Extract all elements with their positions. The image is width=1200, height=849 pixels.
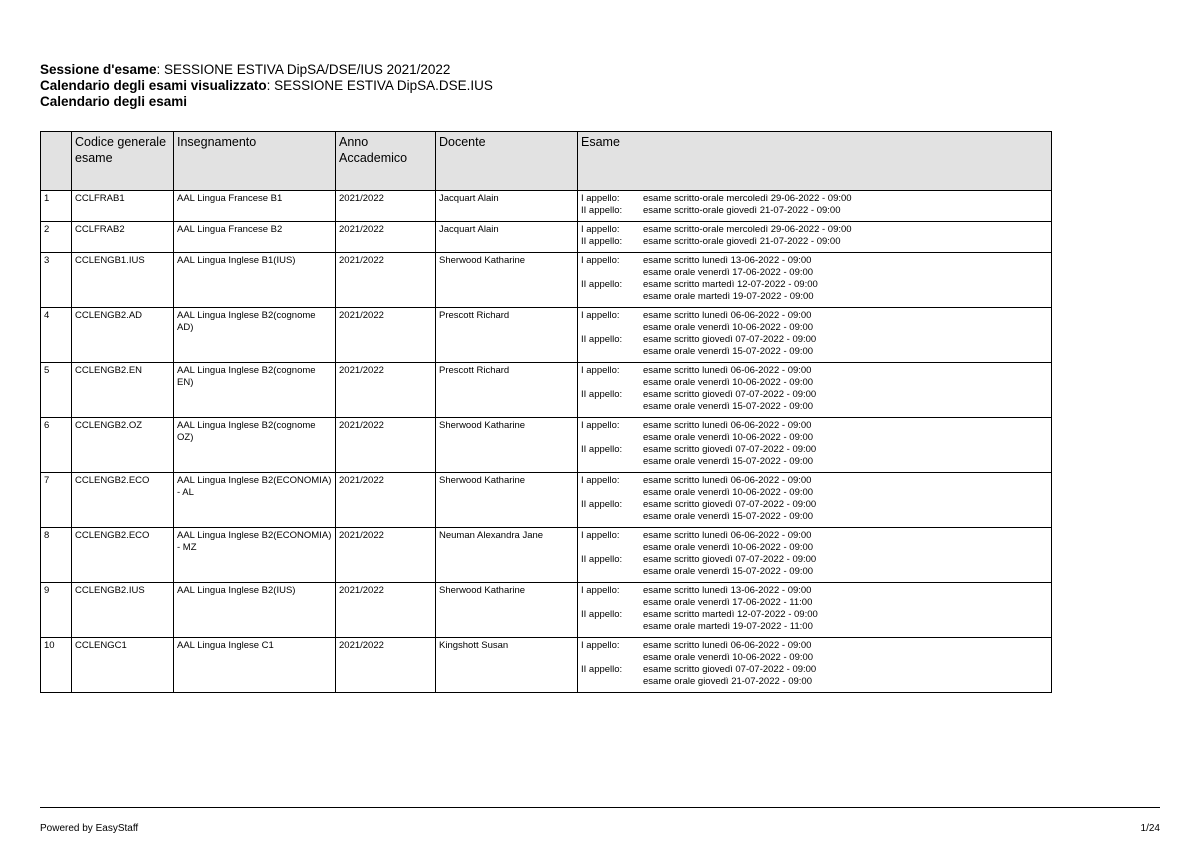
cell-teacher: Jacquart Alain <box>436 191 578 222</box>
appello-label: II appello: <box>581 205 623 216</box>
calendar-title: Calendario degli esami <box>40 94 188 109</box>
calendar-title-line <box>40 94 493 110</box>
col-header-number <box>41 132 72 191</box>
exam-appello <box>581 334 1049 358</box>
cell-year: 2021/2022 <box>336 308 436 363</box>
col-header-course: Insegnamento <box>174 132 336 191</box>
cell-number: 1 <box>41 191 72 222</box>
exam-appello <box>581 255 1049 279</box>
exam-appello <box>581 279 1049 303</box>
exam-session-line: esame orale venerdì 15-07-2022 - 09:00 <box>643 566 814 577</box>
exam-session-line: esame scritto lunedì 06-06-2022 - 09:00 <box>643 530 812 541</box>
cell-code: CCLENGB2.OZ <box>72 418 174 473</box>
appello-lines <box>643 640 813 664</box>
cell-exam <box>578 253 1052 308</box>
cell-code: CCLENGC1 <box>72 638 174 693</box>
col-header-teacher: Docente <box>436 132 578 191</box>
cell-teacher: Neuman Alexandra Jane <box>436 528 578 583</box>
cell-teacher: Sherwood Katharine <box>436 253 578 308</box>
cell-teacher: Sherwood Katharine <box>436 473 578 528</box>
appello-label: I appello: <box>581 585 620 596</box>
cell-course: AAL Lingua Inglese B2(cognome AD) <box>174 308 336 363</box>
exam-session-line: esame orale venerdì 17-06-2022 - 09:00 <box>643 267 814 278</box>
appello-label: II appello: <box>581 609 623 620</box>
cell-year: 2021/2022 <box>336 638 436 693</box>
cell-course: AAL Lingua Inglese B2(IUS) <box>174 583 336 638</box>
exam-appello <box>581 499 1049 523</box>
exam-session-line: esame orale venerdì 10-06-2022 - 09:00 <box>643 487 814 498</box>
appello-label: II appello: <box>581 444 623 455</box>
table-row <box>41 583 1052 638</box>
exam-session-line: esame scritto martedì 12-07-2022 - 09:00 <box>643 609 818 620</box>
exam-session-line: esame scritto giovedì 07-07-2022 - 09:00 <box>643 389 817 400</box>
cell-course: AAL Lingua Inglese B2(cognome OZ) <box>174 418 336 473</box>
cell-exam <box>578 418 1052 473</box>
exam-session-line: esame orale venerdì 17-06-2022 - 11:00 <box>643 597 813 608</box>
cell-number: 10 <box>41 638 72 693</box>
cell-teacher: Sherwood Katharine <box>436 583 578 638</box>
appello-label: I appello: <box>581 255 620 266</box>
exam-session-line: esame scritto giovedì 07-07-2022 - 09:00 <box>643 554 817 565</box>
cell-number: 6 <box>41 418 72 473</box>
cell-code: CCLENGB2.ECO <box>72 473 174 528</box>
table-row <box>41 418 1052 473</box>
cell-code: CCLENGB1.IUS <box>72 253 174 308</box>
exam-session-line: esame scritto giovedì 07-07-2022 - 09:00 <box>643 334 817 345</box>
table-row <box>41 253 1052 308</box>
exam-session-line: esame scritto lunedì 13-06-2022 - 09:00 <box>643 585 812 596</box>
cell-teacher: Prescott Richard <box>436 363 578 418</box>
exam-appello <box>581 444 1049 468</box>
appello-label: II appello: <box>581 334 623 345</box>
exam-session-line: esame scritto giovedì 07-07-2022 - 09:00 <box>643 664 817 675</box>
session-label: Sessione d'esame <box>40 62 157 77</box>
appello-label: I appello: <box>581 420 620 431</box>
exam-appello <box>581 205 1049 217</box>
appello-label: I appello: <box>581 193 620 204</box>
exam-appello <box>581 236 1049 248</box>
cell-number: 2 <box>41 222 72 253</box>
cell-year: 2021/2022 <box>336 191 436 222</box>
table-row <box>41 363 1052 418</box>
exam-session-line: esame orale venerdì 10-06-2022 - 09:00 <box>643 652 814 663</box>
exam-session-line: esame scritto giovedì 07-07-2022 - 09:00 <box>643 444 817 455</box>
cell-year: 2021/2022 <box>336 418 436 473</box>
cell-year: 2021/2022 <box>336 363 436 418</box>
cell-year: 2021/2022 <box>336 473 436 528</box>
exam-appello <box>581 193 1049 205</box>
cell-exam <box>578 528 1052 583</box>
appello-lines <box>643 585 812 609</box>
exam-session-line: esame scritto lunedì 06-06-2022 - 09:00 <box>643 640 812 651</box>
table-row <box>41 191 1052 222</box>
cell-year: 2021/2022 <box>336 222 436 253</box>
cell-exam <box>578 638 1052 693</box>
exam-session-line: esame scritto lunedì 06-06-2022 - 09:00 <box>643 420 812 431</box>
cell-year: 2021/2022 <box>336 528 436 583</box>
exam-session-line: esame scritto-orale mercoledì 29-06-2022 - 09:00 <box>643 224 852 235</box>
cell-code: CCLFRAB2 <box>72 222 174 253</box>
exam-session-line: esame scritto giovedì 07-07-2022 - 09:00 <box>643 499 817 510</box>
cell-code: CCLENGB2.EN <box>72 363 174 418</box>
exam-session-line: esame scritto-orale giovedì 21-07-2022 - 09:00 <box>643 236 841 247</box>
exam-session-line: esame scritto lunedì 06-06-2022 - 09:00 <box>643 475 812 486</box>
calendar-shown-label: Calendario degli esami visualizzato <box>40 78 267 93</box>
appello-lines <box>643 224 852 236</box>
exam-appello <box>581 389 1049 413</box>
col-header-exam: Esame <box>578 132 1052 191</box>
cell-year: 2021/2022 <box>336 253 436 308</box>
exam-session-line: esame orale martedì 19-07-2022 - 09:00 <box>643 291 814 302</box>
calendar-shown-value: : SESSIONE ESTIVA DipSA.DSE.IUS <box>266 78 493 93</box>
exam-session-line: esame scritto lunedì 06-06-2022 - 09:00 <box>643 365 812 376</box>
cell-exam <box>578 583 1052 638</box>
cell-teacher: Kingshott Susan <box>436 638 578 693</box>
cell-number: 3 <box>41 253 72 308</box>
session-value: : SESSIONE ESTIVA DipSA/DSE/IUS 2021/2022 <box>156 62 451 77</box>
exam-appello <box>581 554 1049 578</box>
appello-lines <box>643 499 816 523</box>
cell-number: 4 <box>41 308 72 363</box>
appello-lines <box>643 475 813 499</box>
exam-session-line: esame orale venerdì 10-06-2022 - 09:00 <box>643 432 814 443</box>
exam-session-line: esame orale martedì 19-07-2022 - 11:00 <box>643 621 813 632</box>
table-body <box>41 191 1052 693</box>
exam-appello <box>581 224 1049 236</box>
exam-appello <box>581 365 1049 389</box>
exam-appello <box>581 310 1049 334</box>
appello-label: II appello: <box>581 664 623 675</box>
exam-session-line: esame orale venerdì 15-07-2022 - 09:00 <box>643 456 814 467</box>
appello-label: I appello: <box>581 365 620 376</box>
exam-session-line: esame scritto martedì 12-07-2022 - 09:00 <box>643 279 818 290</box>
table-row <box>41 638 1052 693</box>
appello-label: I appello: <box>581 224 620 235</box>
appello-label: I appello: <box>581 530 620 541</box>
cell-teacher: Sherwood Katharine <box>436 418 578 473</box>
exam-appello <box>581 530 1049 554</box>
cell-course: AAL Lingua Inglese B2(ECONOMIA) - AL <box>174 473 336 528</box>
cell-course: AAL Lingua Inglese B2(cognome EN) <box>174 363 336 418</box>
exam-session-line: esame scritto lunedì 06-06-2022 - 09:00 <box>643 310 812 321</box>
appello-lines <box>643 365 813 389</box>
appello-lines <box>643 334 816 358</box>
table-row <box>41 528 1052 583</box>
col-header-year: Anno Accademico <box>336 132 436 191</box>
exam-session-line: esame orale venerdì 10-06-2022 - 09:00 <box>643 322 814 333</box>
appello-label: II appello: <box>581 279 623 290</box>
exam-session-line: esame scritto-orale mercoledì 29-06-2022 - 09:00 <box>643 193 852 204</box>
table-row <box>41 473 1052 528</box>
exam-session-line: esame orale venerdì 15-07-2022 - 09:00 <box>643 511 814 522</box>
footer-divider <box>40 807 1160 808</box>
exam-session-line: esame orale venerdì 15-07-2022 - 09:00 <box>643 401 814 412</box>
exam-appello <box>581 664 1049 688</box>
appello-lines <box>643 389 816 413</box>
appello-label: II appello: <box>581 389 623 400</box>
appello-lines <box>643 193 852 205</box>
table-header <box>41 132 1052 191</box>
calendar-shown-line <box>40 78 493 94</box>
cell-number: 8 <box>41 528 72 583</box>
exam-session-line: esame scritto lunedì 13-06-2022 - 09:00 <box>643 255 812 266</box>
table-row <box>41 222 1052 253</box>
cell-course: AAL Lingua Francese B2 <box>174 222 336 253</box>
appello-lines <box>643 205 841 217</box>
exam-session-line: esame orale venerdì 15-07-2022 - 09:00 <box>643 346 814 357</box>
cell-code: CCLENGB2.AD <box>72 308 174 363</box>
cell-exam <box>578 222 1052 253</box>
exam-appello <box>581 640 1049 664</box>
exam-appello <box>581 420 1049 444</box>
exam-session-line: esame orale venerdì 10-06-2022 - 09:00 <box>643 542 814 553</box>
header-row <box>41 132 1052 191</box>
exam-session-line: esame orale venerdì 10-06-2022 - 09:00 <box>643 377 814 388</box>
session-line <box>40 62 493 78</box>
page-number: 1/24 <box>1140 823 1160 834</box>
appello-lines <box>643 255 813 279</box>
document-header <box>40 62 493 110</box>
cell-teacher: Prescott Richard <box>436 308 578 363</box>
appello-lines <box>643 310 813 334</box>
cell-exam <box>578 473 1052 528</box>
cell-exam <box>578 308 1052 363</box>
cell-course: AAL Lingua Inglese C1 <box>174 638 336 693</box>
cell-year: 2021/2022 <box>336 583 436 638</box>
table-row <box>41 308 1052 363</box>
cell-code: CCLFRAB1 <box>72 191 174 222</box>
appello-label: II appello: <box>581 554 623 565</box>
appello-lines <box>643 236 841 248</box>
appello-lines <box>643 664 816 688</box>
appello-lines <box>643 530 813 554</box>
exam-appello <box>581 475 1049 499</box>
exam-calendar-table <box>40 131 1052 693</box>
appello-label: II appello: <box>581 499 623 510</box>
cell-number: 9 <box>41 583 72 638</box>
appello-lines <box>643 554 816 578</box>
cell-course: AAL Lingua Inglese B1(IUS) <box>174 253 336 308</box>
appello-lines <box>643 609 818 633</box>
appello-label: I appello: <box>581 310 620 321</box>
col-header-code: Codice generale esame <box>72 132 174 191</box>
cell-exam <box>578 363 1052 418</box>
exam-appello <box>581 609 1049 633</box>
appello-lines <box>643 279 818 303</box>
appello-label: I appello: <box>581 640 620 651</box>
cell-number: 7 <box>41 473 72 528</box>
appello-label: I appello: <box>581 475 620 486</box>
cell-course: AAL Lingua Francese B1 <box>174 191 336 222</box>
cell-teacher: Jacquart Alain <box>436 222 578 253</box>
appello-lines <box>643 444 816 468</box>
exam-session-line: esame scritto-orale giovedì 21-07-2022 - 09:00 <box>643 205 841 216</box>
appello-label: II appello: <box>581 236 623 247</box>
cell-code: CCLENGB2.IUS <box>72 583 174 638</box>
appello-lines <box>643 420 813 444</box>
exam-appello <box>581 585 1049 609</box>
cell-course: AAL Lingua Inglese B2(ECONOMIA) - MZ <box>174 528 336 583</box>
cell-number: 5 <box>41 363 72 418</box>
exam-session-line: esame orale giovedì 21-07-2022 - 09:00 <box>643 676 813 687</box>
cell-exam <box>578 191 1052 222</box>
cell-code: CCLENGB2.ECO <box>72 528 174 583</box>
powered-by-text: Powered by EasyStaff <box>40 823 139 834</box>
